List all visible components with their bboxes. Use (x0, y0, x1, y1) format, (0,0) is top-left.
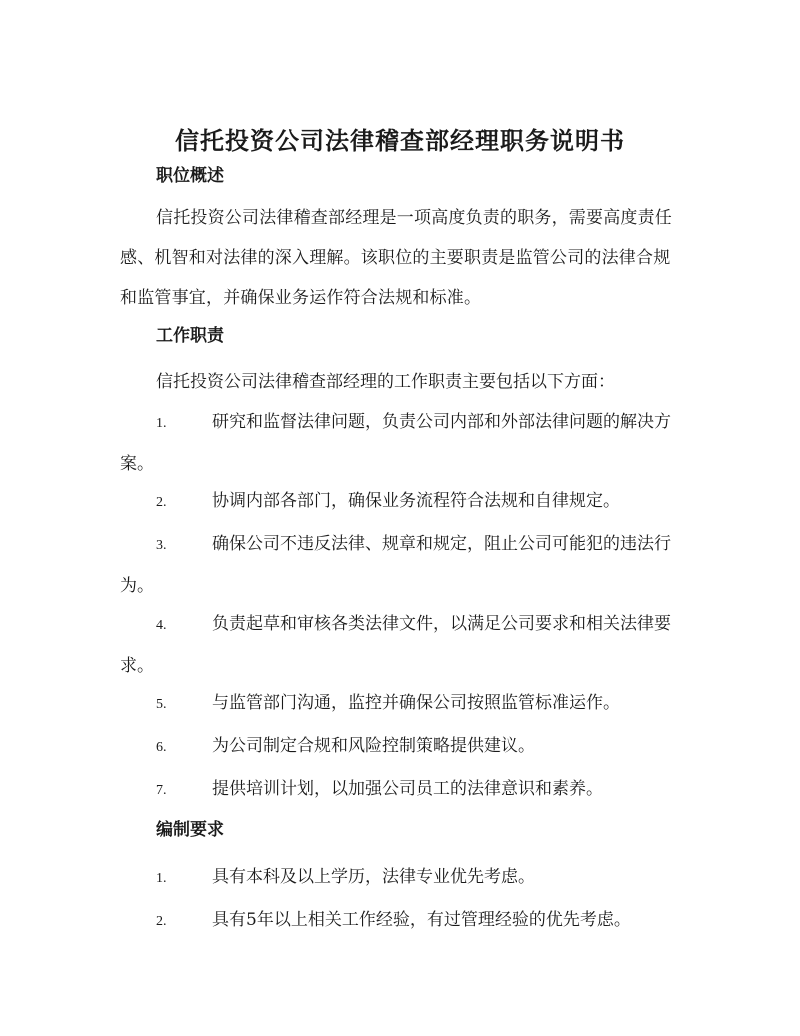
list-item-text: 为公司制定合规和风险控制策略提供建议。 (212, 736, 535, 756)
list-item-text: 提供培训计划，以加强公司员工的法律意识和素养。 (212, 779, 603, 799)
section-heading-requirements: 编制要求 (156, 820, 224, 840)
list-item-text: 协调内部各部门，确保业务流程符合法规和自律规定。 (212, 491, 620, 511)
list-item-number: 5. (156, 697, 167, 712)
overview-paragraph (120, 198, 680, 318)
section-heading-overview: 职位概述 (156, 166, 224, 186)
list-item-number: 2. (156, 495, 167, 510)
list-item-text: 与监管部门沟通，监控并确保公司按照监管标准运作。 (212, 693, 620, 713)
list-item (120, 402, 680, 484)
list-item-number: 4. (156, 618, 167, 633)
duties-intro: 信托投资公司法律稽查部经理的工作职责主要包括以下方面： (156, 372, 615, 392)
list-item-number: 6. (156, 740, 167, 755)
list-item (120, 604, 680, 686)
list-item-number: 7. (156, 783, 167, 798)
document-title: 信托投资公司法律稽查部经理职务说明书 (175, 126, 625, 155)
list-item (120, 481, 680, 523)
list-item-number: 1. (156, 871, 167, 886)
list-item (120, 857, 680, 899)
list-item-text: 具有5年以上相关工作经验，有过管理经验的优先考虑。 (212, 910, 631, 930)
list-item (120, 726, 680, 768)
list-item-text: 具有本科及以上学历，法律专业优先考虑。 (212, 867, 535, 887)
list-item-number: 3. (156, 538, 167, 553)
list-item (120, 683, 680, 725)
list-item-text: 研究和监督法律问题，负责公司内部和外部法律问题的解决方案。 (120, 412, 671, 474)
list-item-text: 确保公司不违反法律、规章和规定，阻止公司可能犯的违法行为。 (120, 534, 671, 596)
list-item (120, 769, 680, 811)
section-heading-duties: 工作职责 (156, 326, 224, 346)
list-item-number: 1. (156, 416, 167, 431)
list-item-text: 负责起草和审核各类法律文件，以满足公司要求和相关法律要求。 (120, 614, 671, 676)
overview-text: 信托投资公司法律稽查部经理是一项高度负责的职务，需要高度责任感、机智和对法律的深入理解。该职位的主要职责是监管公司的法律合规和监管事宜，并确保业务运作符合法规和标准。 (120, 208, 672, 308)
list-item-number: 2. (156, 914, 167, 929)
list-item (120, 900, 680, 942)
list-item (120, 524, 680, 606)
